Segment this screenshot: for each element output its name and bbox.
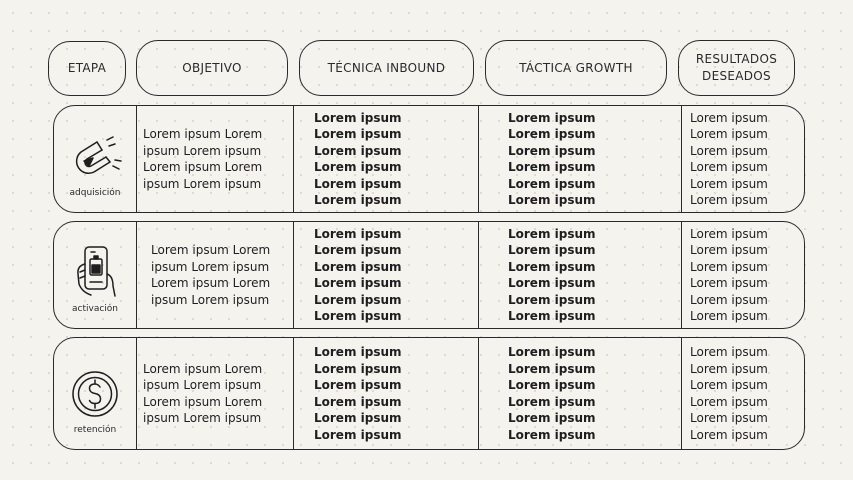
column-divider — [681, 338, 682, 449]
phone-in-hand-icon — [69, 244, 121, 300]
header-inbound — [299, 40, 474, 96]
growth-cell — [508, 222, 638, 328]
header-results — [678, 40, 795, 96]
column-divider — [136, 222, 137, 328]
column-divider — [293, 338, 294, 449]
objective-cell — [143, 338, 273, 449]
header-growth — [485, 40, 667, 96]
column-divider — [293, 106, 294, 212]
growth-text: Lorem ipsum Lorem ipsum Lorem ipsum Lorem ipsum Lorem ipsum Lorem ipsum — [508, 345, 596, 442]
growth-text: Lorem ipsum Lorem ipsum Lorem ipsum Lorem ipsum Lorem ipsum Lorem ipsum — [508, 110, 596, 207]
objective-text: Lorem ipsum Lorem ipsum Lorem ipsum Lorem ipsum Lorem ipsum Lorem ipsum — [151, 243, 271, 307]
column-divider — [681, 106, 682, 212]
column-divider — [136, 106, 137, 212]
table-row-activation — [53, 221, 805, 329]
dollar-coin-icon — [69, 368, 121, 420]
results-cell — [690, 106, 804, 212]
results-text: Lorem ipsum Lorem ipsum Lorem ipsum Lorem ipsum Lorem ipsum Lorem ipsum — [690, 226, 768, 323]
header-stage-label: ETAPA — [67, 61, 107, 75]
header-stage — [48, 41, 126, 96]
inbound-cell — [314, 222, 444, 328]
growth-cell — [508, 338, 638, 449]
stage-cell — [54, 338, 136, 449]
inbound-text: Lorem ipsum Lorem ipsum Lorem ipsum Lorem ipsum Lorem ipsum Lorem ipsum — [314, 226, 402, 323]
header-results-label: RESULTADOS DESEADOS — [695, 52, 778, 83]
objective-text: Lorem ipsum Lorem ipsum Lorem ipsum Lorem ipsum Lorem ipsum Lorem ipsum — [143, 361, 263, 425]
magnet-icon — [67, 136, 123, 180]
inbound-cell — [314, 106, 444, 212]
column-divider — [478, 338, 479, 449]
stage-label: activación — [72, 304, 118, 314]
results-text: Lorem ipsum Lorem ipsum Lorem ipsum Lorem ipsum Lorem ipsum Lorem ipsum — [690, 110, 768, 207]
growth-cell — [508, 106, 638, 212]
stage-cell — [54, 222, 136, 328]
column-divider — [293, 222, 294, 328]
results-cell — [690, 222, 804, 328]
inbound-text: Lorem ipsum Lorem ipsum Lorem ipsum Lorem ipsum Lorem ipsum Lorem ipsum — [314, 345, 402, 442]
table-row-acquisition — [53, 105, 805, 213]
objective-text: Lorem ipsum Lorem ipsum Lorem ipsum Lorem ipsum Lorem ipsum Lorem ipsum — [143, 127, 263, 191]
objective-cell — [151, 222, 281, 328]
header-objective-label: OBJETIVO — [182, 60, 242, 75]
stage-label: retención — [73, 425, 117, 435]
objective-cell — [143, 106, 273, 212]
stage-label: adquisición — [69, 188, 121, 198]
results-cell — [690, 338, 804, 449]
stage-cell — [54, 106, 136, 212]
column-divider — [681, 222, 682, 328]
table-row-retention — [53, 337, 805, 450]
inbound-cell — [314, 338, 444, 449]
growth-text: Lorem ipsum Lorem ipsum Lorem ipsum Lorem ipsum Lorem ipsum Lorem ipsum — [508, 226, 596, 323]
column-divider — [136, 338, 137, 449]
column-divider — [478, 222, 479, 328]
header-inbound-label: TÉCNICA INBOUND — [327, 60, 446, 75]
inbound-text: Lorem ipsum Lorem ipsum Lorem ipsum Lorem ipsum Lorem ipsum Lorem ipsum — [314, 110, 402, 207]
results-text: Lorem ipsum Lorem ipsum Lorem ipsum Lorem ipsum Lorem ipsum Lorem ipsum — [690, 345, 768, 442]
header-growth-label: TÁCTICA GROWTH — [519, 60, 633, 75]
column-divider — [478, 106, 479, 212]
header-objective — [136, 40, 288, 96]
